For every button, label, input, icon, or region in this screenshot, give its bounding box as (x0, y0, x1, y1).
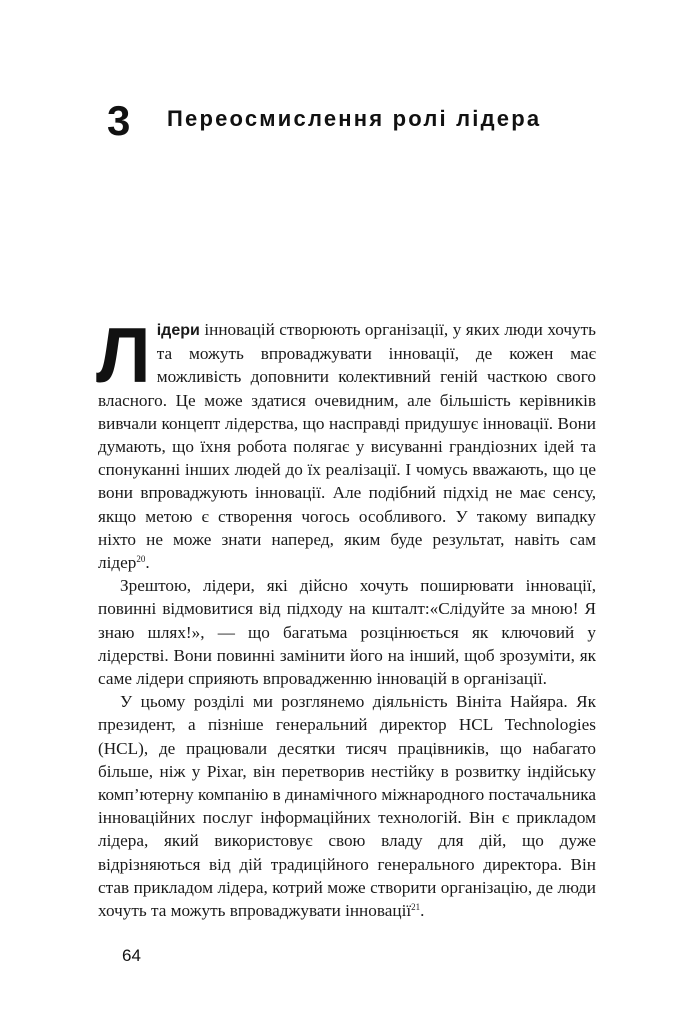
paragraph-3-end: . (420, 901, 425, 921)
chapter-number: 3 (107, 97, 131, 144)
paragraph-1-end: . (145, 553, 150, 573)
footnote-ref-20[interactable]: 20 (136, 554, 146, 565)
paragraph-2-text: Зрештою, лідери, які дійсно хочуть поширювати інновації, повинні відмовитися від підходу на кшталт:«Слідуйте за мною! Я знаю шлях!», — що багатьма розцінюється як ключовий у лідерстві. Вони повинні замінити його на інший, щоб зрозуміти, як саме лідери сприяють впровадженню інновацій в організації. (98, 576, 596, 689)
paragraph-3 (98, 690, 596, 922)
paragraph-3-text: У цьому розділі ми розглянемо діяльність Вініта Найяра. Як президент, а пізніше генеральний директор HCL Technologies (HCL), де працювали десятки тисяч працівників, що набагато більше, ніж у Pixar, він перетворив нестійку в розвитку індійську комп’ютерну компанію в динамічного міжнародного постачальника інноваційних послуг інформаційних технологій. Він є прикладом лідера, який використовує свою владу для дій, що дуже відрізняються від дій традиційного генерального директора. Він став прикладом лідера, котрий може створити організацію, де люди хочуть та можуть впроваджувати інновації (98, 692, 596, 921)
footnote-ref-21[interactable]: 21 (411, 902, 421, 913)
drop-cap: Л (96, 311, 151, 399)
page-number: 64 (122, 946, 141, 965)
body-text (96, 311, 596, 922)
paragraph-1-text: інновацій створюють організації, у яких люди хочуть та можуть впроваджувати інновації, де кожен має можливість доповнити колективний геній часткою свого власного. Це може здатися очевидним, але більшість керівників вивчали концепт лідерства, що насправді придушує інновації. Вони думають, що їхня робота полягає у висуванні грандіозних ідей та спонуканні інших людей до їх реалізації. І чомусь вважають, що це вони впроваджують інновації. Але подібний підхід не має сенсу, якщо метою є створення чогось особливого. У такому випадку ніхто не може знати наперед, яким буде результат, навіть сам лідер (98, 320, 596, 573)
paragraph-1 (96, 311, 596, 574)
chapter-header (107, 96, 587, 146)
chapter-title: Переосмислення ролі лідера (167, 106, 542, 131)
lead-word: ідери (156, 322, 200, 339)
paragraph-2 (98, 574, 596, 690)
